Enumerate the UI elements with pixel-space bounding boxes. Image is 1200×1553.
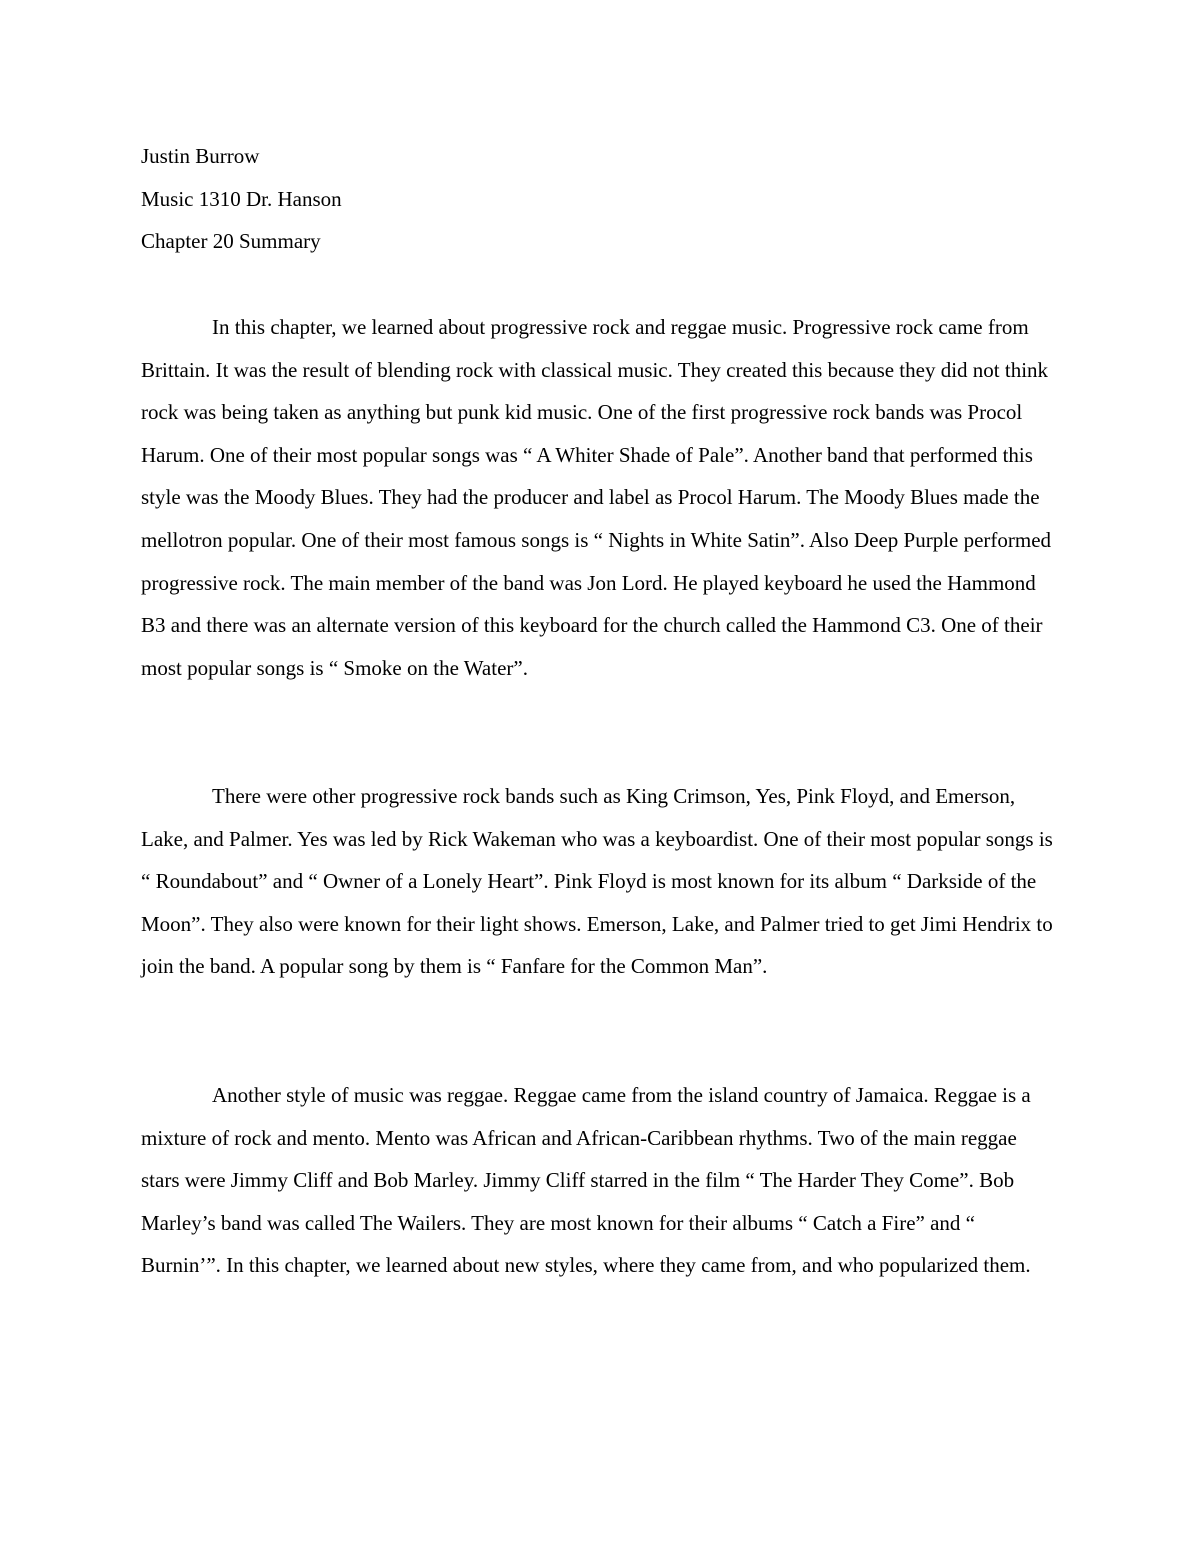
course-info: Music 1310 Dr. Hanson — [141, 187, 342, 211]
body-paragraph-reggae: Another style of music was reggae. Reggae came from the island country of Jamaica. Reggae is a mixture of rock and mento. Mento was African and African-Caribbean rhythms. Two of the main reggae stars were Jimmy Cliff and Bob Marley. Jimmy Cliff starred in the film “ The Harder They Come”. Bob Marley’s band was called The Wailers. They are most known for their albums “ Catch a Fire” and “ Burnin’”. In this chapter, we learned about new styles, where they came from, and who popularized them. — [141, 1083, 1031, 1278]
body-paragraph-other-bands: There were other progressive rock bands such as King Crimson, Yes, Pink Floyd, and Emerson, Lake, and Palmer. Yes was led by Rick Wakeman who was a keyboardist. One of their most popular songs is “ Roundabout” and “ Owner of a Lonely Heart”. Pink Floyd is most known for its album “ Darkside of the Moon”. They also were known for their light shows. Emerson, Lake, and Palmer tried to get Jimi Hendrix to join the band. A popular song by them is “ Fanfare for the Common Man”. — [141, 784, 1053, 979]
author-name: Justin Burrow — [141, 144, 260, 168]
body-paragraph-progressive-rock: In this chapter, we learned about progressive rock and reggae music. Progressive rock came from Brittain. It was the result of blending rock with classical music. They created this because they did not think rock was being taken as anything but punk kid music. One of the first progressive rock bands was Procol Harum. One of their most popular songs was “ A Whiter Shade of Pale”. Another band that performed this style was the Moody Blues. They had the producer and label as Procol Harum. The Moody Blues made the mellotron popular. One of their most famous songs is “ Nights in White Satin”. Also Deep Purple performed progressive rock. The main member of the band was Jon Lord. He played keyboard he used the Hammond B3 and there was an alternate version of this keyboard for the church called the Hammond C3. One of their most popular songs is “ Smoke on the Water”. — [141, 315, 1052, 680]
document-title: Chapter 20 Summary — [141, 229, 321, 253]
